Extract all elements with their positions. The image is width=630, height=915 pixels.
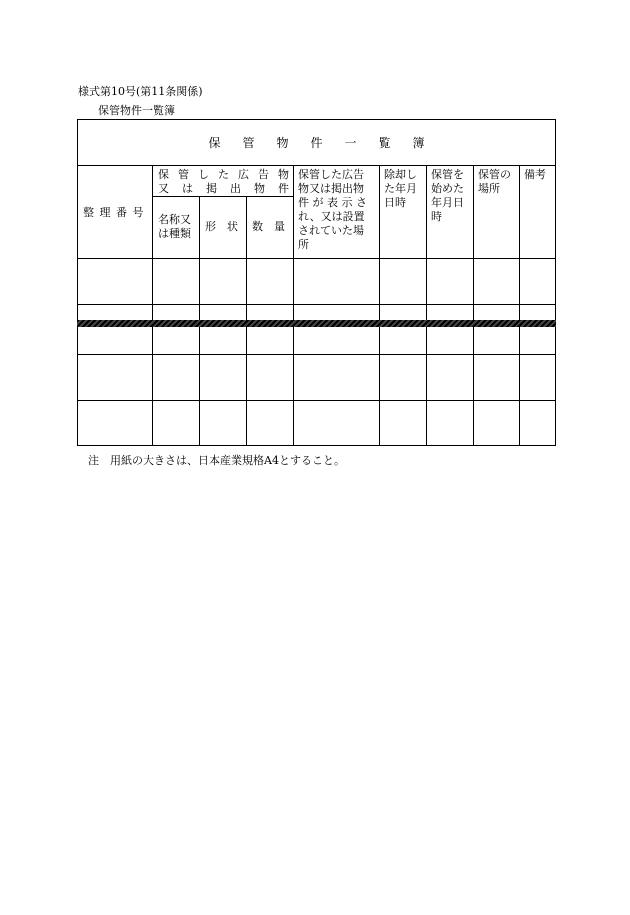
- omission-break-bar: [77, 320, 556, 327]
- header-shape: 形 状: [205, 220, 238, 233]
- table-row: [77, 354, 556, 355]
- header-name-or-type: 名称又 は種類: [158, 213, 191, 240]
- header-remarks: 備考: [524, 168, 546, 181]
- header-stored-item-line1: 保 管 し た 広 告 物: [158, 168, 289, 181]
- header-location: 保管した広告 物又は掲出物 件 が 表 示 さ れ、又は設置 されていた場 所: [298, 168, 367, 251]
- header-quantity: 数 量: [252, 220, 285, 233]
- header-removal-datetime: 除却し た年月 日時: [384, 168, 417, 209]
- sub-title: 保管物件一覧簿: [98, 104, 175, 117]
- form-label: 様式第10号(第11条関係): [78, 85, 203, 98]
- header-storage-place: 保管の 場所: [478, 168, 511, 195]
- table-row: [77, 400, 556, 401]
- header-stored-item-line2: 又 は 掲 出 物 件: [158, 182, 289, 195]
- header-storage-start-datetime: 保管を 始めた 年月日 時: [431, 168, 464, 223]
- table-title: 保管物件一覧簿: [208, 136, 447, 150]
- paper-size-note: 注 用紙の大きさは、日本産業規格A4とすること。: [88, 454, 345, 467]
- header-seiri-bango: 整 理 番 号: [83, 206, 145, 219]
- ledger-table: [77, 119, 556, 446]
- table-row: [77, 304, 556, 305]
